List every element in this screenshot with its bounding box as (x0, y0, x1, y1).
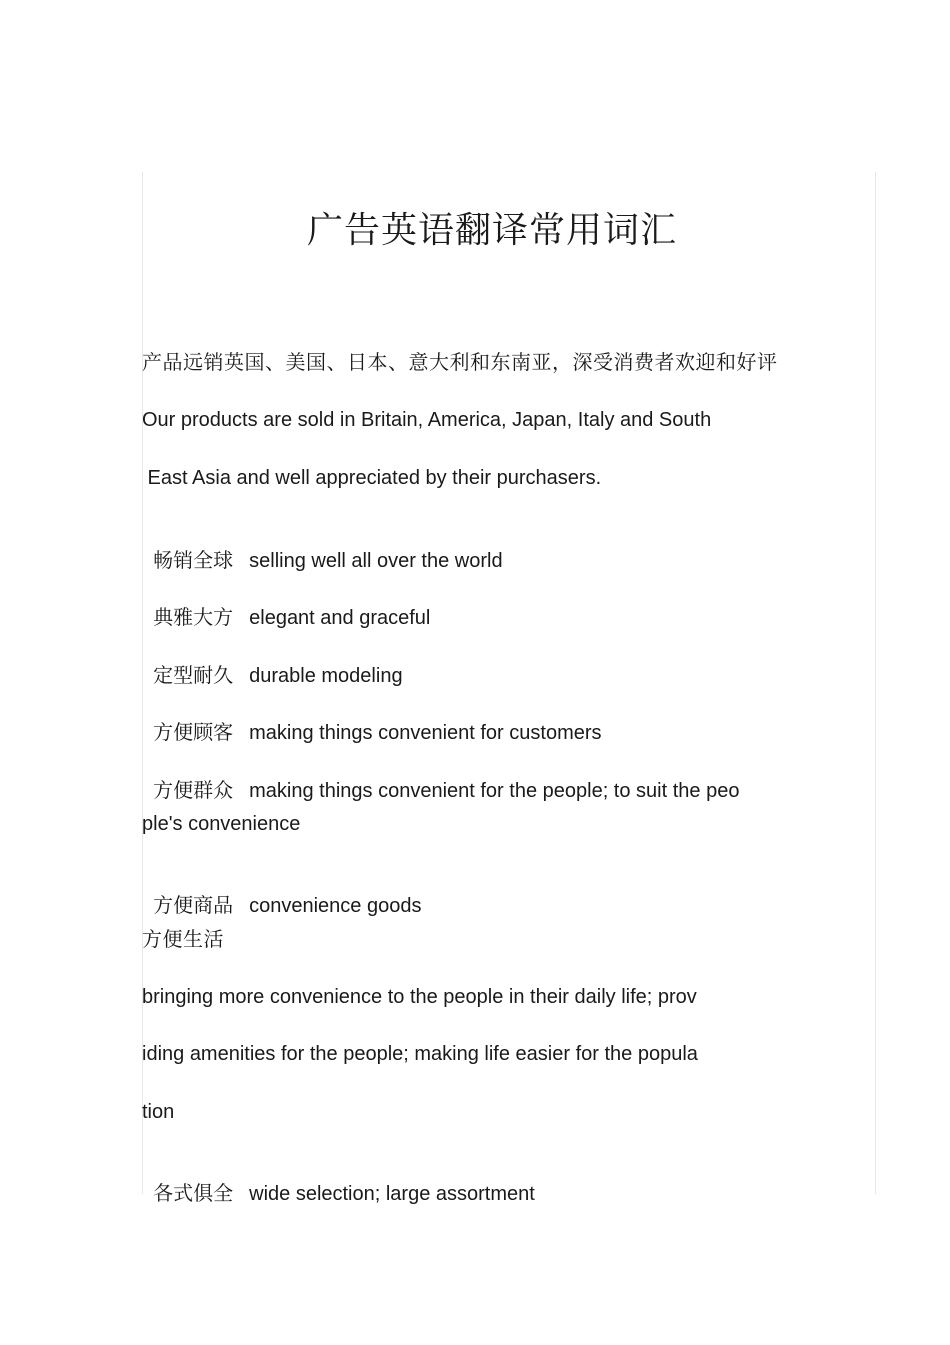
entry-row (142, 696, 602, 745)
entry-term: 方便商品 (153, 893, 234, 917)
entry-row (142, 524, 503, 573)
entry-row (142, 1157, 535, 1206)
entry-translation: elegant and graceful (249, 607, 431, 629)
entry-row (142, 869, 421, 918)
entry-term: 方便群众 (153, 778, 234, 802)
entry-term: 方便顾客 (153, 720, 234, 744)
entry-translation: durable modeling (249, 665, 403, 687)
entry-translation-continuation: ple's convenience (142, 813, 301, 835)
page-border-right (875, 172, 876, 1194)
entry-translation-line: tion (142, 1101, 175, 1123)
entry-term: 典雅大方 (153, 605, 234, 629)
entry-translation: selling well all over the world (249, 550, 503, 572)
document-title: 广告英语翻译常用词汇 (306, 210, 677, 251)
entry-translation: making things convenient for the people; to suit the peo (249, 780, 740, 802)
entry-term: 各式俱全 (153, 1181, 234, 1205)
intro-chinese: 产品远销英国、美国、日本、意大利和东南亚，深受消费者欢迎和好评 (142, 350, 778, 374)
entry-translation: convenience goods (249, 895, 422, 917)
intro-english-line-2: East Asia and well appreciated by their purchasers. (142, 467, 602, 489)
entry-row (142, 754, 739, 803)
entry-row (142, 581, 430, 630)
intro-english-line-1: Our products are sold in Britain, America, Japan, Italy and South (142, 409, 712, 431)
entry-term: 畅销全球 (153, 548, 234, 572)
entry-term: 方便生活 (142, 927, 224, 951)
entry-translation-line: iding amenities for the people; making life easier for the popula (142, 1043, 698, 1065)
entry-row (142, 639, 403, 688)
entry-translation-line: bringing more convenience to the people in their daily life; prov (142, 986, 697, 1008)
entry-translation: making things convenient for customers (249, 722, 602, 744)
entry-term: 定型耐久 (153, 663, 234, 687)
entry-translation: wide selection; large assortment (249, 1183, 535, 1205)
